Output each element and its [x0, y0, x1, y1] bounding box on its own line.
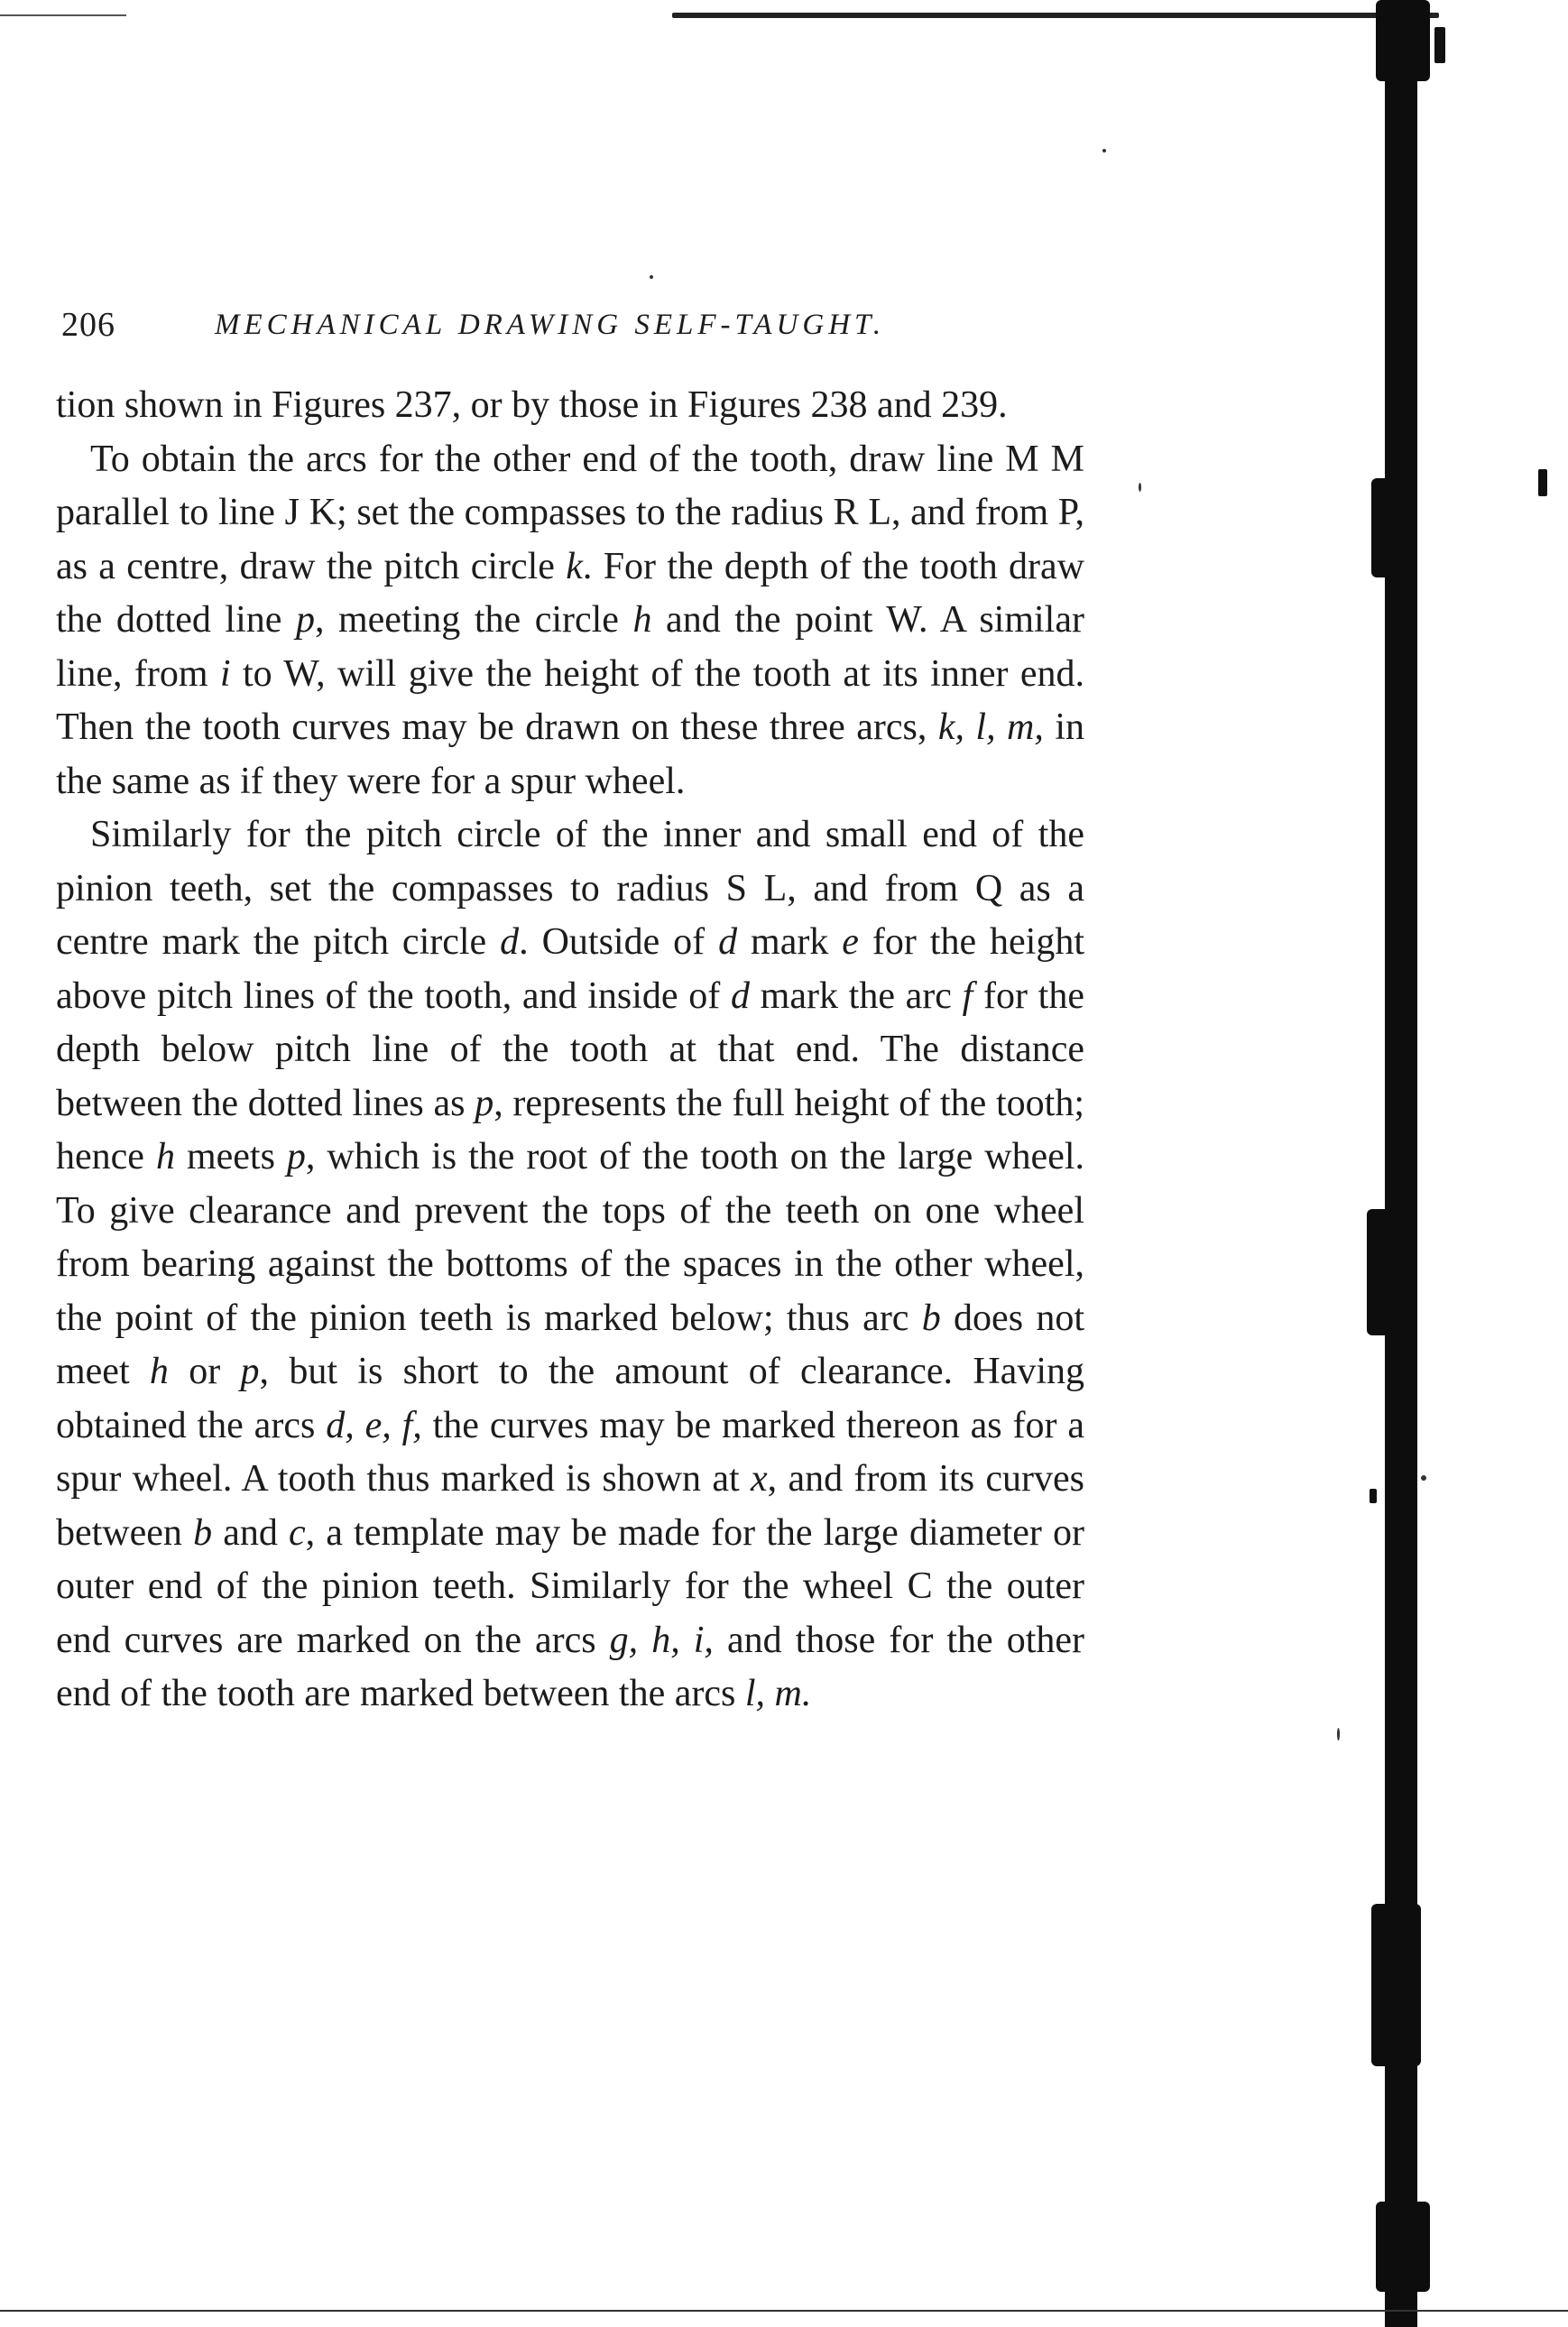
binding-bulge — [1367, 1209, 1416, 1335]
page-number: 206 — [61, 306, 115, 344]
italic-variable: l, m. — [744, 1673, 812, 1714]
italic-variable: p — [286, 1136, 306, 1177]
scan-speck — [1139, 483, 1141, 492]
binding-speck — [1370, 1489, 1377, 1503]
text-run: Similarly for the pitch circle of the inner and small end of the pinion teeth, set the compasses to radius S L, and from Q as a centre mark the pitch circle — [56, 814, 1084, 963]
italic-variable: p — [475, 1082, 494, 1124]
scan-speck — [650, 275, 653, 279]
italic-variable: x — [750, 1458, 768, 1500]
text-run: , and from its curves between — [56, 1458, 1084, 1554]
text-run: does not meet — [56, 1297, 1085, 1392]
text-run: , meeting the circle — [314, 599, 633, 641]
text-run: tion shown in Figures 237, or by those in Figures 238 and 239. — [56, 384, 1008, 426]
text-run: the curves may be marked thereon as for a spur wheel. A tooth thus marked is shown at — [56, 1404, 1085, 1500]
scan-edge-line — [0, 14, 126, 16]
paragraph — [56, 433, 1084, 809]
italic-variable: d, e, f, — [326, 1404, 422, 1446]
text-run: , but is short to the amount of clearance. Having obtained the arcs — [56, 1351, 1084, 1446]
binding-bulge — [1371, 1904, 1421, 2066]
italic-variable: f — [962, 974, 973, 1017]
text-run: for the height above pitch lines of the tooth, and inside of — [56, 921, 1085, 1017]
italic-variable: h — [149, 1351, 169, 1392]
italic-variable: k, l, m, — [937, 706, 1044, 748]
text-run: meets — [174, 1136, 287, 1177]
italic-variable: g, h, i, — [609, 1619, 714, 1661]
italic-variable: b — [921, 1297, 941, 1339]
text-run: , a template may be made for the large diameter or outer end of the pinion teeth. Similarly for the wheel C the outer end curves are marked on the arcs — [56, 1511, 1084, 1661]
text-run: in the same as if they were for a spur wheel. — [56, 706, 1084, 802]
text-run: and the point W. A similar line, from — [56, 599, 1084, 695]
running-header — [61, 305, 1081, 359]
paragraph — [56, 808, 1084, 1722]
italic-variable: c — [288, 1511, 306, 1554]
text-run: for the depth below pitch line of the tooth at that end. The distance between the dotted lines as — [56, 974, 1084, 1124]
text-run: and those for the other end of the tooth are marked between the arcs — [56, 1619, 1084, 1714]
italic-variable: h — [632, 599, 652, 641]
text-run: , which is the root of the tooth on the large wheel. To give clearance and prevent the tops of the teeth on one wheel from bearing against the bottoms of the spaces in the other wheel, the point of the pinion teeth is marked below; thus arc — [56, 1136, 1085, 1339]
binding-speck — [1434, 27, 1445, 63]
italic-variable: p — [295, 599, 315, 641]
paragraph — [56, 379, 1084, 433]
text-run: , represents the full height of the tooth; hence — [56, 1082, 1084, 1177]
text-run: . For the depth of the tooth draw the dotted line — [56, 545, 1084, 641]
scan-bottom-rule — [0, 2310, 1568, 2312]
binding-bulge — [1376, 2202, 1430, 2292]
italic-variable: b — [193, 1511, 213, 1554]
text-run: mark — [737, 921, 843, 963]
scan-speck — [1421, 1475, 1426, 1481]
scan-top-rule — [672, 13, 1439, 18]
text-run: mark the arc — [749, 974, 963, 1017]
italic-variable: d — [500, 921, 520, 963]
running-title: MECHANICAL DRAWING SELF-TAUGHT. — [215, 309, 886, 341]
italic-variable: k — [566, 545, 583, 587]
italic-variable: i — [219, 652, 231, 695]
text-run: . Outside of — [519, 921, 719, 963]
text-run: to W, will give the height of the tooth at its inner end. Then the tooth curves may be drawn on these three arcs, — [56, 652, 1084, 748]
scan-speck — [1102, 149, 1106, 152]
text-run: or — [168, 1351, 241, 1392]
italic-variable: d — [718, 921, 738, 963]
text-run: To obtain the arcs for the other end of the tooth, draw line M M parallel to line J K; set the compasses to the radius R L, and from P, as a centre, draw the pitch circle — [56, 438, 1084, 587]
binding-speck — [1538, 469, 1547, 496]
binding-bulge — [1376, 0, 1430, 81]
italic-variable: h — [155, 1136, 175, 1177]
body-text — [56, 379, 1084, 1722]
italic-variable: p — [240, 1351, 260, 1392]
text-run: and — [212, 1511, 289, 1554]
scan-speck — [1337, 1728, 1340, 1741]
italic-variable: d — [730, 974, 750, 1017]
binding-bulge — [1371, 478, 1416, 577]
italic-variable: e — [842, 921, 859, 963]
